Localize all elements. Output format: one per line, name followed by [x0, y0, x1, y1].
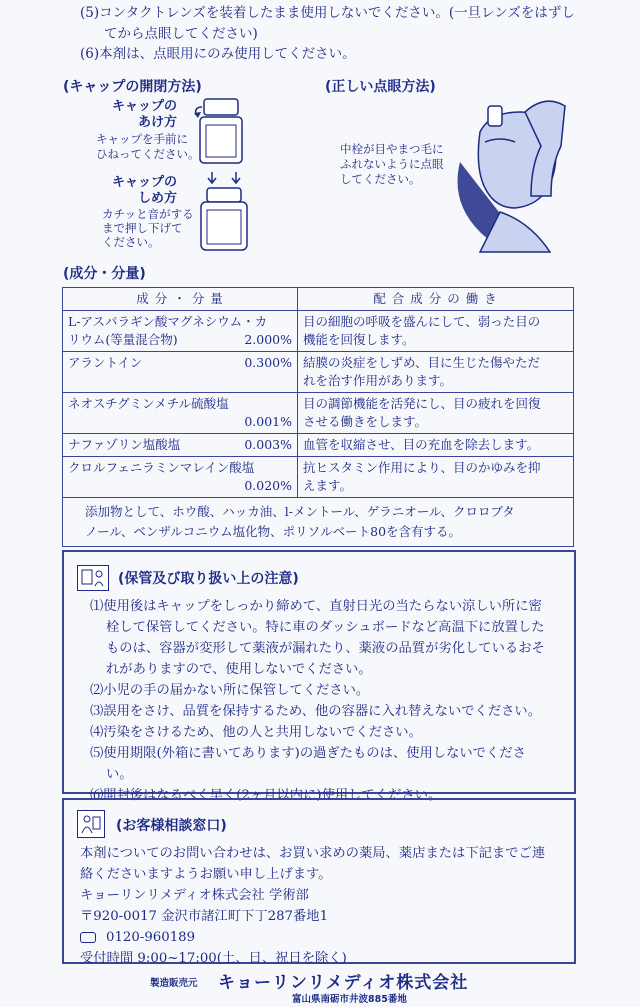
storage-title: (保管及び取り扱い上の注意)	[118, 571, 299, 587]
ingredient-name: クロルフェニラミンマレイン酸塩	[68, 460, 255, 475]
ingredient-amount: 0.003%	[244, 437, 292, 452]
table-row	[63, 457, 574, 498]
storage-line: ものは、容器が変形して薬液が漏れたり、薬液の品質が劣化しているおそ	[106, 641, 545, 656]
ingredient-name: ナファゾリン塩酸塩	[68, 437, 181, 452]
eye-text-1: 中栓が目やまつ毛に	[340, 142, 444, 156]
cap-open-text-2: ひねってください。	[96, 147, 200, 161]
eye-section-title: (正しい点眼方法)	[325, 79, 436, 95]
bottle-open-illustration	[192, 95, 254, 167]
storage-line: ⑹開封後はなるべく早く(2ヶ月以内に)使用してください。	[90, 788, 442, 803]
table-row	[63, 352, 574, 393]
table-row	[63, 393, 574, 434]
footer-label: 製造販売元	[150, 978, 198, 989]
ingredient-effect-2: えます。	[303, 478, 353, 493]
footer-address: 富山県南砺市井波885番地	[292, 994, 407, 1005]
storage-line: 栓して保管してください。特に車のダッシュボードなど高温下に放置した	[106, 620, 545, 635]
storage-text	[90, 596, 545, 806]
cap-close-text-1: カチッと音がする	[102, 207, 194, 221]
eye-drop-illustration	[440, 92, 570, 258]
cap-close-title-1: キャップの	[112, 175, 178, 190]
additives-line-2: ノール、ベンザルコニウム塩化物、ポリソルベート80を含有する。	[85, 524, 462, 539]
storage-line: ⑴使用後はキャップをしっかり締めて、直射日光の当たらない涼しい所に密	[90, 599, 542, 614]
contact-phone: 0120-960189	[106, 930, 196, 945]
contact-hours: 受付時間 9:00~17:00(土、日、祝日を除く)	[80, 951, 347, 966]
bottle-close-illustration	[195, 170, 255, 254]
cap-open-text-1: キャップを手前に	[96, 132, 188, 146]
ingredient-amount: 0.020%	[244, 478, 292, 493]
cap-open-title-1: キャップの	[112, 99, 178, 114]
ingredient-name: アラントイン	[68, 355, 143, 370]
header-left: 成 分 ・ 分 量	[63, 288, 298, 311]
cap-close-title-2: しめ方	[138, 191, 178, 206]
contact-title: (お客様相談窓口)	[116, 818, 227, 834]
eye-text-2: ふれないように点眼	[340, 157, 444, 171]
ingredient-name-2: リウム(等量混合物)	[68, 332, 178, 347]
ingredient-effect-2: 機能を回復します。	[303, 332, 415, 347]
cap-open-title-2: あけ方	[138, 115, 178, 130]
contact-text	[80, 843, 545, 969]
ingredient-effect: 抗ヒスタミン作用により、目のかゆみを抑	[303, 460, 541, 475]
storage-line: い。	[106, 767, 133, 782]
ingredient-name: ネオスチグミンメチル硫酸塩	[68, 396, 229, 411]
ingredient-effect-2: させる働きをします。	[303, 414, 428, 429]
storage-line: ⑸使用期限(外箱に書いてあります)の過ぎたものは、使用しないでくださ	[90, 746, 526, 761]
ingredients-header-row	[63, 288, 574, 311]
ingredient-name: L-アスパラギン酸マグネシウム・カ	[68, 314, 268, 329]
additives-line-1: 添加物として、ホウ酸、ハッカ油、l-メントール、ゲラニオール、クロロブタ	[85, 504, 515, 519]
ingredient-effect: 目の調節機能を活発にし、目の疲れを回復	[303, 396, 541, 411]
table-row	[63, 434, 574, 457]
eye-text-3: してください。	[340, 172, 421, 186]
contact-company: キョーリンリメディオ株式会社 学術部	[80, 888, 309, 903]
ingredient-effect: 血管を収縮させ、目の充血を除去します。	[303, 437, 540, 452]
table-row	[63, 311, 574, 352]
contact-line-2: 絡くださいますようお願い申し上げます。	[80, 867, 332, 882]
precaution-6: (6)本剤は、点眼用にのみ使用してください。	[80, 46, 356, 62]
precaution-5-line1: (5)コンタクトレンズを装着したまま使用しないでください。(一旦レンズをはずし	[80, 5, 575, 21]
cap-section-title: (キャップの開閉方法)	[63, 79, 202, 95]
contact-address: 〒920-0017 金沢市諸江町下丁287番地1	[80, 909, 329, 924]
cap-close-text-2: まで押し下げて	[102, 221, 183, 235]
header-right: 配 合 成 分 の 働 き	[298, 288, 574, 311]
ingredients-title: (成分・分量)	[63, 266, 146, 282]
storage-line: ⑶誤用をさけ、品質を保持するため、他の容器に入れ替えないでください。	[90, 704, 542, 719]
phone-icon	[80, 932, 96, 943]
contact-icon	[77, 810, 105, 838]
contact-line-1: 本剤についてのお問い合わせは、お買い求めの薬局、薬店または下記までご連	[80, 846, 546, 861]
ingredients-table	[62, 287, 574, 547]
precaution-5-line2: てから点眼してください)	[104, 26, 258, 42]
storage-line: ⑵小児の手の届かない所に保管してください。	[90, 683, 370, 698]
ingredient-effect-2: れを治す作用があります。	[303, 373, 453, 388]
footer-company: キョーリンリメディオ株式会社	[218, 973, 469, 993]
storage-line: ⑷汚染をさけるため、他の人と共用しないでください。	[90, 725, 422, 740]
additives-row	[63, 498, 574, 547]
ingredient-amount: 0.001%	[244, 414, 292, 429]
storage-icon	[77, 565, 109, 591]
ingredient-amount: 0.300%	[244, 355, 292, 370]
storage-line: れがありますので、使用しないでください。	[106, 662, 372, 677]
ingredient-amount: 2.000%	[244, 332, 292, 347]
ingredient-effect: 結膜の炎症をしずめ、目に生じた傷やただ	[303, 355, 541, 370]
ingredient-effect: 目の細胞の呼吸を盛んにして、弱った目の	[303, 314, 541, 329]
cap-close-text-3: ください。	[102, 235, 160, 249]
